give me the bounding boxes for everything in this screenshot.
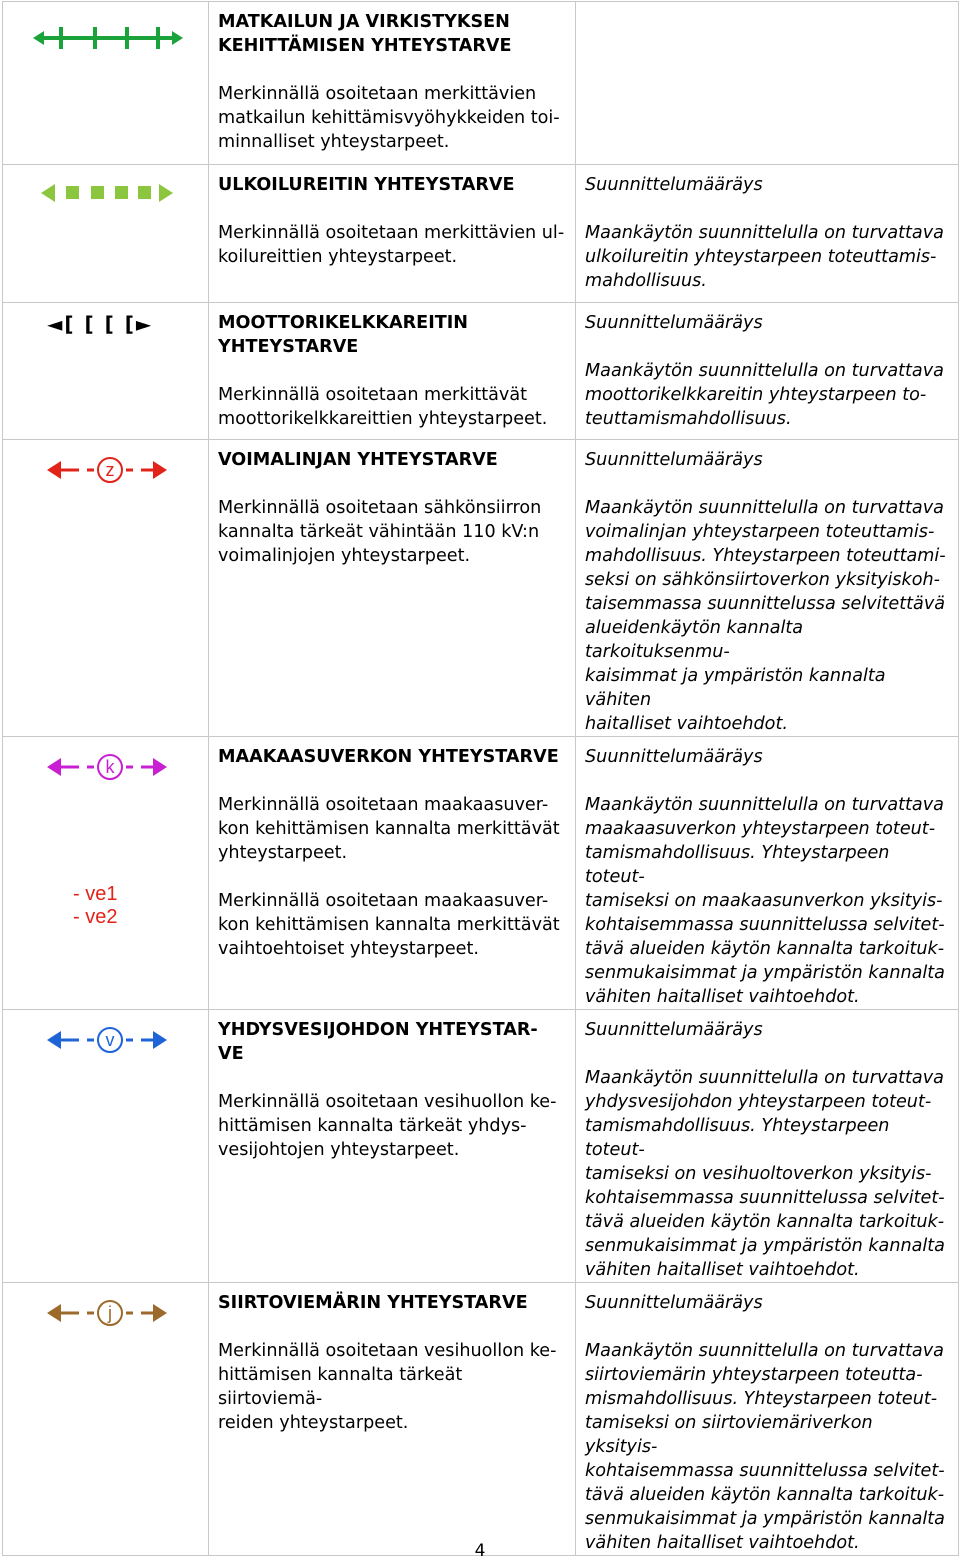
power-line-z-icon bbox=[3, 448, 209, 494]
regulation-heading: Suunnittelumääräys bbox=[585, 313, 763, 333]
reg-line: ulkoilureitin yhteystarpeen toteuttamis- bbox=[585, 247, 937, 267]
description-cell bbox=[209, 737, 576, 1010]
reg-line: senmukaisimmat ja ympäristön kannalta bbox=[585, 1509, 945, 1529]
desc-line: Merkinnällä osoitetaan maakaasuver- bbox=[218, 891, 549, 911]
reg-line: vähiten haitalliset vaihtoehdot. bbox=[585, 1260, 860, 1280]
regulation-text bbox=[585, 359, 950, 431]
desc-line: kannalta tärkeät vähintään 110 kV:n bbox=[218, 522, 540, 542]
regulation-cell bbox=[576, 440, 959, 737]
desc-line: moottorikelkkareittien yhteystarpeet. bbox=[218, 409, 548, 429]
reg-line: seksi on sähkönsiirtoverkon yksityiskoh- bbox=[585, 570, 941, 590]
row-title bbox=[218, 1291, 567, 1315]
description-cell bbox=[209, 1283, 576, 1556]
reg-line: siirtoviemärin yhteystarpeen toteutta- bbox=[585, 1365, 923, 1385]
symbol-cell bbox=[3, 737, 209, 1010]
row-title bbox=[218, 173, 567, 197]
row-description bbox=[218, 496, 567, 568]
reg-line: tamismahdollisuus. Yhteystarpeen toteut- bbox=[585, 843, 890, 887]
desc-line: koilureittien yhteystarpeet. bbox=[218, 247, 458, 267]
desc-line: kon kehittämisen kannalta merkittävät bbox=[218, 915, 560, 935]
title-line: ULKOILUREITIN YHTEYSTARVE bbox=[218, 175, 515, 195]
desc-line: reiden yhteystarpeet. bbox=[218, 1413, 409, 1433]
row-description bbox=[218, 383, 567, 431]
symbol-cell bbox=[3, 2, 209, 165]
desc-line: Merkinnällä osoitetaan sähkönsiirron bbox=[218, 498, 542, 518]
lightgreen-square-arrow-icon bbox=[3, 171, 209, 211]
reg-line: teuttamismahdollisuus. bbox=[585, 409, 792, 429]
reg-line: moottorikelkkareitin yhteystarpeen to- bbox=[585, 385, 927, 405]
reg-line: voimalinjan yhteystarpeen toteuttamis- bbox=[585, 522, 935, 542]
reg-line: mahdollisuus. Yhteystarpeen toteuttami- bbox=[585, 546, 946, 566]
regulation-text bbox=[585, 793, 950, 1009]
regulation-text bbox=[585, 1066, 950, 1282]
desc-line: kon kehittämisen kannalta merkittävät bbox=[218, 819, 560, 839]
regulation-cell bbox=[576, 2, 959, 165]
snowmobile-bracket-arrow-icon: ◄[ [ [ [► bbox=[47, 312, 154, 336]
reg-line: yhdysvesijohdon yhteystarpeen toteut- bbox=[585, 1092, 932, 1112]
description-cell bbox=[209, 2, 576, 165]
reg-line: taisemmassa suunnittelussa selvitettävä bbox=[585, 594, 946, 614]
title-line: VE bbox=[218, 1044, 244, 1064]
reg-line: kohtaisemmassa suunnittelussa selvitet- bbox=[585, 1188, 945, 1208]
reg-line: vähiten haitalliset vaihtoehdot. bbox=[585, 987, 860, 1007]
symbol-cell bbox=[3, 303, 209, 440]
row-description bbox=[218, 221, 567, 269]
symbol-cell bbox=[3, 165, 209, 303]
symbol-letter: z bbox=[105, 460, 115, 480]
desc-line: minnalliset yhteystarpeet. bbox=[218, 132, 450, 152]
row-title bbox=[218, 448, 567, 472]
legend-row bbox=[3, 2, 959, 165]
reg-line: haitalliset vaihtoehdot. bbox=[585, 714, 788, 734]
symbol-cell bbox=[3, 1010, 209, 1283]
row-title bbox=[218, 10, 567, 58]
reg-line: mismahdollisuus. Yhteystarpeen toteut- bbox=[585, 1389, 938, 1409]
regulation-cell bbox=[576, 303, 959, 440]
reg-line: Maankäytön suunnittelulla on turvattava bbox=[585, 498, 944, 518]
reg-line: maakaasuverkon yhteystarpeen toteut- bbox=[585, 819, 936, 839]
reg-line: kohtaisemmassa suunnittelussa selvitet- bbox=[585, 915, 945, 935]
desc-line: Merkinnällä osoitetaan merkittävien ul- bbox=[218, 223, 565, 243]
title-line: MAAKAASUVERKON YHTEYSTARVE bbox=[218, 747, 559, 767]
title-line: VOIMALINJAN YHTEYSTARVE bbox=[218, 450, 498, 470]
desc-line: matkailun kehittämisvyöhykkeiden toi- bbox=[218, 108, 560, 128]
legend-table bbox=[2, 1, 959, 1556]
regulation-text bbox=[585, 1339, 950, 1555]
regulation-cell bbox=[576, 1283, 959, 1556]
desc-line: Merkinnällä osoitetaan vesihuollon ke- bbox=[218, 1341, 557, 1361]
desc-line: voimalinjojen yhteystarpeet. bbox=[218, 546, 471, 566]
regulation-cell bbox=[576, 165, 959, 303]
row-title bbox=[218, 311, 567, 359]
row-description bbox=[218, 1339, 567, 1435]
regulation-heading: Suunnittelumääräys bbox=[585, 450, 763, 470]
description-cell bbox=[209, 440, 576, 737]
reg-line: tävä alueiden käytön kannalta tarkoituk- bbox=[585, 939, 945, 959]
regulation-heading: Suunnittelumääräys bbox=[585, 1020, 763, 1040]
row-description bbox=[218, 1090, 567, 1162]
reg-line: alueidenkäytön kannalta tarkoituksenmu- bbox=[585, 618, 804, 662]
reg-line: kohtaisemmassa suunnittelussa selvitet- bbox=[585, 1461, 945, 1481]
legend-row bbox=[3, 440, 959, 737]
reg-line: tamiseksi on siirtoviemäriverkon yksityis- bbox=[585, 1413, 873, 1457]
reg-line: senmukaisimmat ja ympäristön kannalta bbox=[585, 963, 945, 983]
green-cross-line-icon bbox=[3, 10, 209, 70]
regulation-heading: Suunnittelumääräys bbox=[585, 747, 763, 767]
symbol-letter: v bbox=[105, 1030, 115, 1050]
row-description bbox=[218, 82, 567, 154]
ve2-label: - ve2 bbox=[73, 906, 118, 928]
reg-line: kaisimmat ja ympäristön kannalta vähiten bbox=[585, 666, 886, 710]
desc-line: vesijohtojen yhteystarpeet. bbox=[218, 1140, 460, 1160]
row-title bbox=[218, 745, 567, 769]
desc-line: hittämisen kannalta tärkeät siirtoviemä- bbox=[218, 1365, 463, 1409]
reg-line: tävä alueiden käytön kannalta tarkoituk- bbox=[585, 1485, 945, 1505]
reg-line: Maankäytön suunnittelulla on turvattava bbox=[585, 223, 944, 243]
title-line: YHTEYSTARVE bbox=[218, 337, 359, 357]
row-description bbox=[218, 793, 567, 865]
title-line: YHDYSVESIJOHDON YHTEYSTAR- bbox=[218, 1020, 538, 1040]
regulation-cell bbox=[576, 737, 959, 1010]
regulation-heading: Suunnittelumääräys bbox=[585, 175, 763, 195]
reg-line: Maankäytön suunnittelulla on turvattava bbox=[585, 1068, 944, 1088]
legend-row bbox=[3, 737, 959, 1010]
row-title bbox=[218, 1018, 567, 1066]
reg-line: tävä alueiden käytön kannalta tarkoituk- bbox=[585, 1212, 945, 1232]
title-line: KEHITTÄMISEN YHTEYSTARVE bbox=[218, 36, 512, 56]
regulation-heading: Suunnittelumääräys bbox=[585, 1293, 763, 1313]
title-line: MOOTTORIKELKKAREITIN bbox=[218, 313, 469, 333]
symbol-letter: j bbox=[108, 1303, 112, 1323]
legend-row bbox=[3, 1010, 959, 1283]
water-main-v-icon bbox=[3, 1018, 209, 1064]
regulation-text bbox=[585, 496, 950, 736]
reg-line: vähiten haitalliset vaihtoehdot. bbox=[585, 1533, 860, 1553]
reg-line: Maankäytön suunnittelulla on turvattava bbox=[585, 1341, 944, 1361]
reg-line: Maankäytön suunnittelulla on turvattava bbox=[585, 361, 944, 381]
desc-line: Merkinnällä osoitetaan merkittävien bbox=[218, 84, 537, 104]
title-line: SIIRTOVIEMÄRIN YHTEYSTARVE bbox=[218, 1293, 528, 1313]
reg-line: Maankäytön suunnittelulla on turvattava bbox=[585, 795, 944, 815]
legend-row bbox=[3, 1283, 959, 1556]
gas-network-k-icon bbox=[3, 745, 209, 791]
symbol-cell bbox=[3, 440, 209, 737]
description-cell bbox=[209, 1010, 576, 1283]
desc-line: hittämisen kannalta tärkeät yhdys- bbox=[218, 1116, 527, 1136]
description-cell bbox=[209, 303, 576, 440]
alternative-labels bbox=[73, 883, 117, 929]
reg-line: tamismahdollisuus. Yhteystarpeen toteut- bbox=[585, 1116, 890, 1160]
reg-line: tamiseksi on vesihuoltoverkon yksityis- bbox=[585, 1164, 932, 1184]
reg-line: mahdollisuus. bbox=[585, 271, 707, 291]
regulation-text bbox=[585, 221, 950, 293]
title-line: MATKAILUN JA VIRKISTYKSEN bbox=[218, 12, 510, 32]
desc-line: vaihtoehtoiset yhteystarpeet. bbox=[218, 939, 479, 959]
page-number: 4 bbox=[474, 1541, 486, 1561]
legend-row bbox=[3, 165, 959, 303]
description-cell bbox=[209, 165, 576, 303]
desc-line: Merkinnällä osoitetaan maakaasuver- bbox=[218, 795, 549, 815]
desc-line: yhteystarpeet. bbox=[218, 843, 348, 863]
reg-line: senmukaisimmat ja ympäristön kannalta bbox=[585, 1236, 945, 1256]
legend-row bbox=[3, 303, 959, 440]
row-description-alternative bbox=[218, 889, 567, 961]
sewer-j-icon bbox=[3, 1291, 209, 1337]
ve1-label: - ve1 bbox=[73, 883, 118, 905]
desc-line: Merkinnällä osoitetaan merkittävät bbox=[218, 385, 527, 405]
desc-line: Merkinnällä osoitetaan vesihuollon ke- bbox=[218, 1092, 557, 1112]
reg-line: tamiseksi on maakaasunverkon yksityis- bbox=[585, 891, 943, 911]
symbol-letter: k bbox=[105, 757, 115, 777]
regulation-cell bbox=[576, 1010, 959, 1283]
symbol-cell bbox=[3, 1283, 209, 1556]
